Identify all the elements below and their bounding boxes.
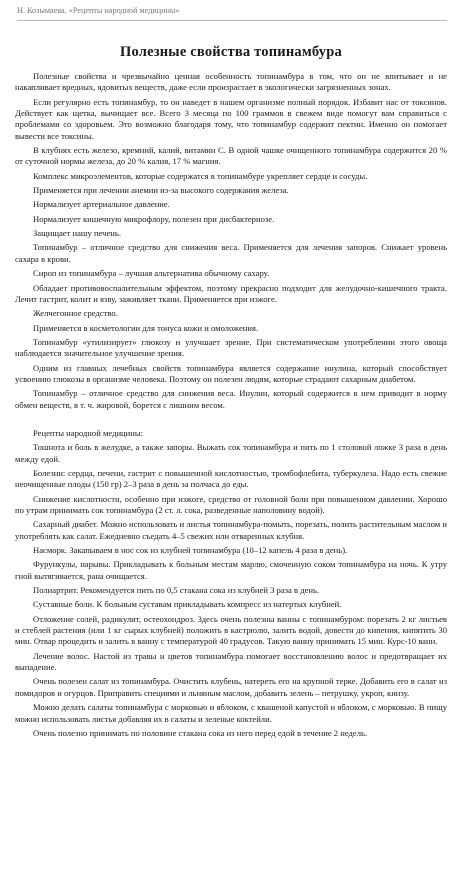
recipe-item: Полиартрит. Рекомендуется пить по 0,5 стакана сока из клубней 3 раза в день. (33, 585, 320, 596)
recipe-item: Очень полезно принимать по половине стакана сока из него перед едой в течение 2 недель. (33, 727, 368, 738)
recipe-item: Можно делать салаты топинамбура с морковью и яблоком, с квашеной капустой и яблоком, с морковью. В пищу можно использовать листья добавляя их в салаты и зеленые коктейли. (15, 702, 447, 724)
recipe-item: Фурункулы, нарывы. Прикладывать к больным местам марлю, смоченную соком топинамбура на ночь. К утру гной вытягивается, рана очищается. (15, 559, 447, 581)
paragraph: Топинамбур «утилизирует» глюкозу и улучшает зрение. При систематическом употреблении этого овоща наблюдается значительное улучшение зрения. (15, 336, 447, 359)
paragraph: Топинамбур – отличное средство для снижения веса. Инулин, который содержится в нем приводит в норму обмен веществ, в т. ч. жировой, борется с лишним весом. (15, 388, 447, 410)
paragraph: Желчегонное средство. (33, 308, 118, 319)
paragraph: Нормализует артериальное давление. (33, 199, 170, 210)
paragraph: Одним из главных лечебных свойств топинамбура является содержание инулина, который способствует усвоению глюкозы в организме человека. Поэтому он полезен людям, которые страдают сахарным диабетом. (15, 362, 447, 384)
paragraph: Сироп из топинамбура – лучшая альтернатива обычному сахару. (33, 268, 270, 279)
paragraph: Обладает противовоспалительным эффектом, поэтому прекрасно подходит для желудочно-кишечного тракта. Лечит гастрит, колит и язву, заживляет ткани. Применяется при изжоге. (15, 282, 447, 304)
recipe-item: Тошнота и боль в желудке, а также запоры. Выжать сок топинамбура и пить по 1 столовой ложке 3 раза в день между едой. (15, 442, 447, 464)
recipe-item: Лечение волос. Настой из травы и цветов топинамбура помогает восстановлению волос и предотвращает их выпадение. (15, 650, 447, 673)
recipes-heading: Рецепты народной медицины: (33, 427, 144, 438)
recipe-item: Болезни: сердца, печени, гастрит с повышенной кислотностью, тромбофлебита, туберкулеза. Надо есть свежие неочищенные плоды (150 гр) 2–3 раза в день за полчаса до еды. (15, 467, 447, 490)
paragraph: Нормализует кишечную микрофлору, полезен при дисбактериозе. (33, 213, 275, 224)
article-body (15, 71, 447, 739)
page-title: Полезные свойства топинамбура (120, 44, 342, 60)
recipe-item: Очень полезен салат из топинамбура. Очистить клубень, натереть его на крупной терке. Добавить его в салат из помидоров и огурцов. Приправить специями и льняным маслом, добавить зелень – петрушку, укроп, кинзу. (15, 676, 447, 698)
recipe-item: Снижение кислотности, особенно при изжоге, средство от головной боли при повышенном давлении. Хорошо по утрам принимать сок топинамбура (2 ст. л. сока, разведенные наполовину водой). (15, 493, 447, 515)
recipe-item: Отложение солей, радикулит, остеохондроз. Здесь очень полезны ванны с топинамбуром: порезать 2 кг листьев и стеблей растения (или 1 кг сырых клубней) положить в кастрюлю, залить водой, довести до кипения, кипятить 30 мин. Отвар процедить и залить в ванну с температурой 40 градусов. Такую ванну принимать 15 мин. Курс-10 ванн. (15, 613, 447, 647)
recipe-item: Суставные боли. К больным суставам прикладывать компресс из натертых клубней. (33, 599, 342, 610)
paragraph: Применяется в косметологии для тонуса кожи и омоложения. (33, 322, 259, 333)
recipe-item: Сахарный диабет. Можно использовать и листья топинамбура-помыть, порезать, полить растительным маслом и употреблять как салат. Ежедневно съедать 4–5 свежих или отваренных клубня. (15, 519, 447, 541)
paragraph: Если регулярно есть топинамбур, то он наведет в нашем организме полный порядок. Избавит нас от токсинов. Действует как щетка, вычищает все. Всего 3 месяца по 100 граммов в свежем виде помогут вам справиться с проблемами со здоровьем. Это возможно благодаря тому, что топинамбур содержит пектин. Именно он помогает вывести все токсины. (15, 96, 447, 141)
paragraph: Применяется при лечении анемии из-за высокого содержания железа. (33, 185, 289, 196)
running-head: Н. Козымаева. «Рецепты народной медицины» (17, 0, 447, 21)
paragraph: В клубнях есть железо, кремний, калий, витамин С. В одной чашке очищенного топинамбура содержится 20 % от суточной нормы железа, до 20 % калия, 17 % магния. (15, 145, 447, 167)
paragraph: Топинамбур – отличное средство для снижения веса. Применяется для лечения запоров. Снижает уровень сахара в крови. (15, 242, 447, 264)
paragraph: Полезные свойства и чрезвычайно ценная особенность топинамбура в том, что он не впитывает и не накапливает вредных, ядовитых веществ, даже если произрастает в экологически загрязненных зонах. (15, 71, 447, 93)
section-gap (15, 414, 447, 428)
paragraph: Защищает нашу печень. (33, 228, 121, 239)
paragraph: Комплекс микроэлементов, которые содержатся в топинамбуре укрепляет сердце и сосуды. (33, 170, 368, 181)
recipe-item: Насморк. Закапываем в нос сок из клубней топинамбура (10–12 капель 4 раза в день). (33, 545, 348, 556)
